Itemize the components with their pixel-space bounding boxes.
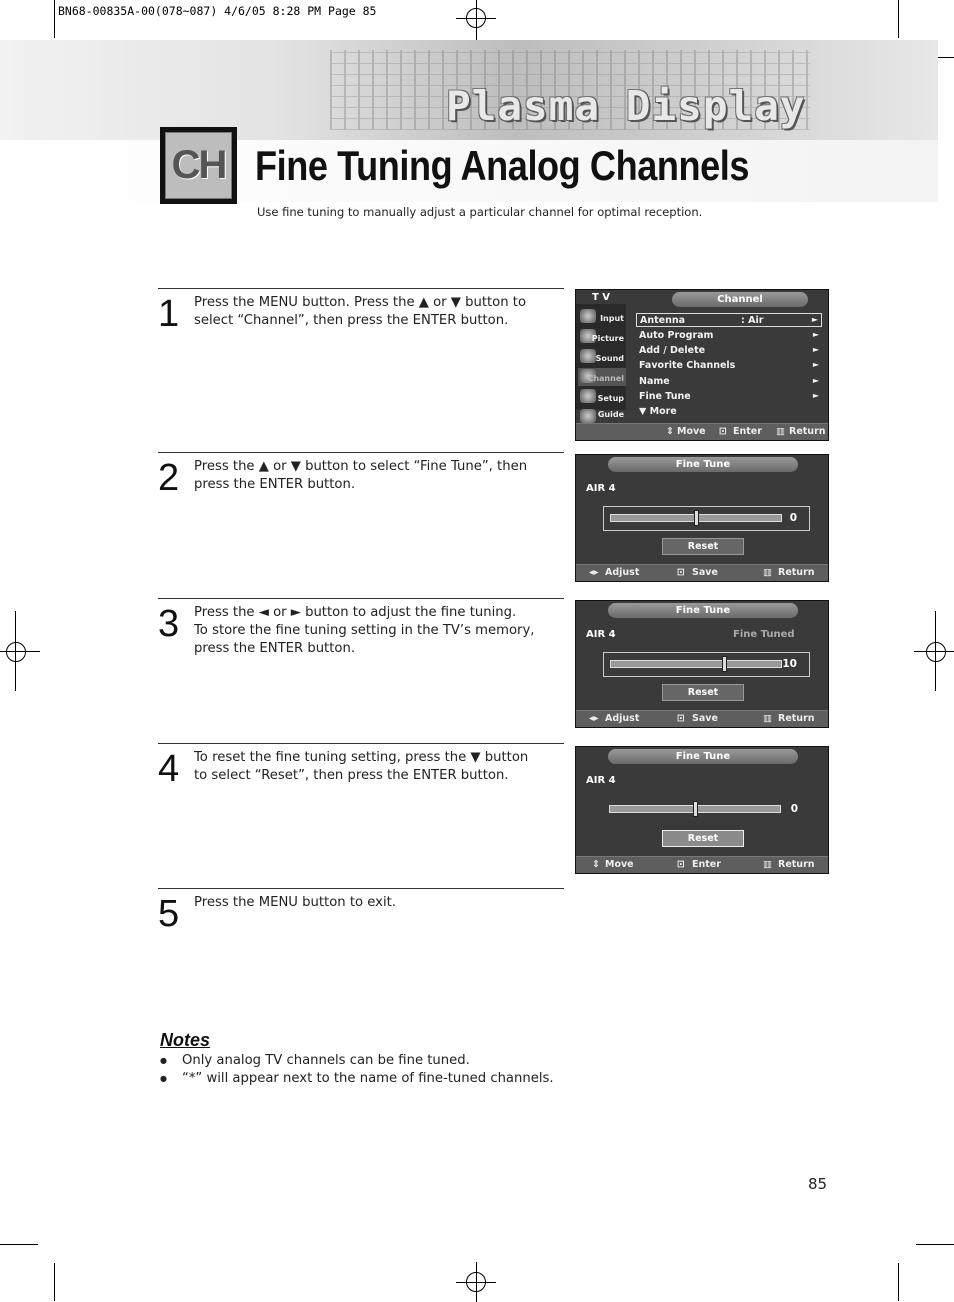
crop-mark (898, 1263, 899, 1301)
bullet-icon: ● (160, 1073, 167, 1083)
step-text: Press the ▲ or ▼ button to select “Fine Tune”, then press the ENTER button. (194, 459, 528, 492)
osd-help-bar (576, 564, 828, 581)
help-return: Return (778, 713, 815, 724)
section-badge (160, 127, 237, 204)
slider-value: 0 (790, 803, 798, 815)
step-4 (158, 743, 564, 884)
side-item-picture: Picture (578, 328, 626, 346)
registration-mark (6, 642, 26, 662)
step-number: 5 (158, 893, 180, 935)
arrow-right-icon: ► (812, 345, 819, 354)
crop-mark (54, 1263, 55, 1301)
section-badge-label: CH (165, 132, 232, 199)
note-item (160, 1053, 470, 1068)
bullet-icon: ● (160, 1055, 167, 1065)
print-slug: BN68-00835A-00(078~087) 4/6/05 8:28 PM Page 85 (58, 4, 377, 18)
osd-help-bar (576, 423, 828, 440)
note-text: “*” will appear next to the name of fine-tuned channels. (182, 1071, 554, 1086)
help-adjust: Adjust (605, 713, 640, 724)
menu-row-value: : Air (741, 315, 764, 326)
osd-title: Fine Tune (608, 457, 798, 472)
side-item-input: Input (578, 308, 626, 326)
menu-row-fine-tune: Fine Tune ► (639, 391, 819, 402)
move-icon: ⇕ (592, 859, 600, 870)
return-icon: ▥ (763, 567, 772, 578)
osd-help-bar (576, 856, 828, 873)
crop-mark (54, 0, 55, 38)
step-text-block (194, 749, 566, 785)
page-title: Fine Tuning Analog Channels (255, 142, 750, 189)
menu-row-name: Name ► (639, 376, 819, 387)
osd-fine-tune-1 (575, 454, 829, 582)
menu-row-more: ▼ More (639, 406, 677, 417)
slider-value: 0 (789, 512, 797, 524)
side-item-setup: Setup (578, 388, 626, 406)
registration-mark (466, 1272, 486, 1292)
osd-fine-tune-2 (575, 600, 829, 728)
adjust-icon: ◂▸ (589, 713, 599, 724)
step-text-block (194, 604, 566, 658)
note-item (160, 1071, 554, 1086)
crop-mark (0, 1244, 38, 1245)
guide-icon (580, 409, 596, 423)
help-enter: Enter (692, 859, 721, 870)
fine-tune-slider (603, 506, 810, 531)
help-move: Move (677, 426, 706, 437)
sound-icon (580, 349, 596, 363)
side-item-guide: Guide (578, 408, 626, 422)
save-icon: ⊡ (677, 713, 685, 724)
slider-thumb (693, 801, 698, 817)
return-icon: ▥ (776, 426, 785, 437)
help-move: Move (605, 859, 634, 870)
fine-tune-slider (603, 652, 810, 677)
crop-mark (898, 0, 899, 38)
header-banner (0, 40, 938, 140)
side-item-channel: Channel (578, 368, 626, 386)
help-save: Save (692, 713, 718, 724)
note-text: Only analog TV channels can be fine tuned. (182, 1053, 470, 1068)
slider-thumb (722, 656, 727, 672)
banner-title: Plasma Display (446, 82, 806, 130)
help-save: Save (692, 567, 718, 578)
step-text: To reset the fine tuning setting, press the ▼ button (194, 750, 529, 765)
help-adjust: Adjust (605, 567, 640, 578)
enter-icon: ⊡ (677, 859, 685, 870)
reset-button: Reset (662, 830, 744, 847)
osd-title: Channel (672, 292, 808, 307)
help-return: Return (778, 567, 815, 578)
slider-value: 10 (782, 658, 797, 670)
reset-button: Reset (662, 684, 744, 701)
return-icon: ▥ (763, 859, 772, 870)
step-1 (158, 288, 564, 449)
osd-channel: AIR 4 (586, 483, 616, 494)
return-icon: ▥ (763, 713, 772, 724)
arrow-right-icon: ► (812, 376, 819, 385)
osd-fine-tune-reset (575, 746, 829, 874)
save-icon: ⊡ (677, 567, 685, 578)
fine-tuned-status: Fine Tuned (733, 629, 795, 640)
osd-title: Fine Tune (608, 749, 798, 764)
fine-tune-slider (603, 798, 810, 823)
arrow-right-icon: ► (812, 391, 819, 400)
page-subtitle: Use fine tuning to manually adjust a particular channel for optimal reception. (257, 205, 703, 219)
setup-icon (580, 389, 596, 403)
step-text: Press the ◄ or ► button to adjust the fine tuning. (194, 605, 517, 620)
step-number: 1 (158, 293, 180, 335)
osd-title: Fine Tune (608, 603, 798, 618)
arrow-right-icon: ► (811, 315, 818, 324)
help-enter: Enter (733, 426, 762, 437)
step-text: Press the MENU button to exit. (194, 895, 396, 910)
step-5 (158, 888, 564, 949)
osd-channel-menu (575, 289, 829, 441)
notes-heading: Notes (160, 1030, 211, 1050)
arrow-right-icon: ► (812, 360, 819, 369)
osd-channel: AIR 4 (586, 775, 616, 786)
step-number: 2 (158, 457, 180, 499)
slider-track (610, 660, 782, 668)
step-text-continued: to select “Reset”, then press the ENTER button. (194, 768, 509, 783)
osd-help-bar (576, 710, 828, 727)
enter-icon: ⊡ (719, 426, 727, 437)
registration-mark (466, 8, 486, 28)
page-number: 85 (808, 1175, 828, 1193)
menu-row-add-delete: Add / Delete ► (639, 345, 819, 356)
move-icon: ⇕ (666, 426, 674, 437)
menu-row-antenna: Antenna : Air ► (636, 313, 822, 327)
step-3 (158, 598, 564, 739)
side-item-sound: Sound (578, 348, 626, 366)
slider-thumb (694, 510, 699, 526)
step-text-continued: To store the fine tuning setting in the TV’s memory, press the ENTER button. (194, 623, 535, 656)
reset-button: Reset (662, 538, 744, 555)
arrow-right-icon: ► (812, 330, 819, 339)
step-text: Press the MENU button. Press the ▲ or ▼ button to select “Channel”, then press the ENTER button. (194, 295, 527, 328)
menu-row-auto-program: Auto Program ► (639, 330, 819, 341)
osd-mode-label: T V (592, 292, 611, 303)
menu-row-favorite-channels: Favorite Channels ► (639, 360, 819, 371)
adjust-icon: ◂▸ (589, 567, 599, 578)
help-return: Return (778, 859, 815, 870)
registration-mark (926, 642, 946, 662)
step-number: 4 (158, 748, 180, 790)
step-2 (158, 452, 564, 593)
crop-mark (916, 1244, 954, 1245)
osd-channel: AIR 4 (586, 629, 616, 640)
help-return: Return (789, 426, 826, 437)
step-number: 3 (158, 603, 180, 645)
osd-side-menu (576, 304, 626, 419)
input-icon (580, 309, 596, 323)
